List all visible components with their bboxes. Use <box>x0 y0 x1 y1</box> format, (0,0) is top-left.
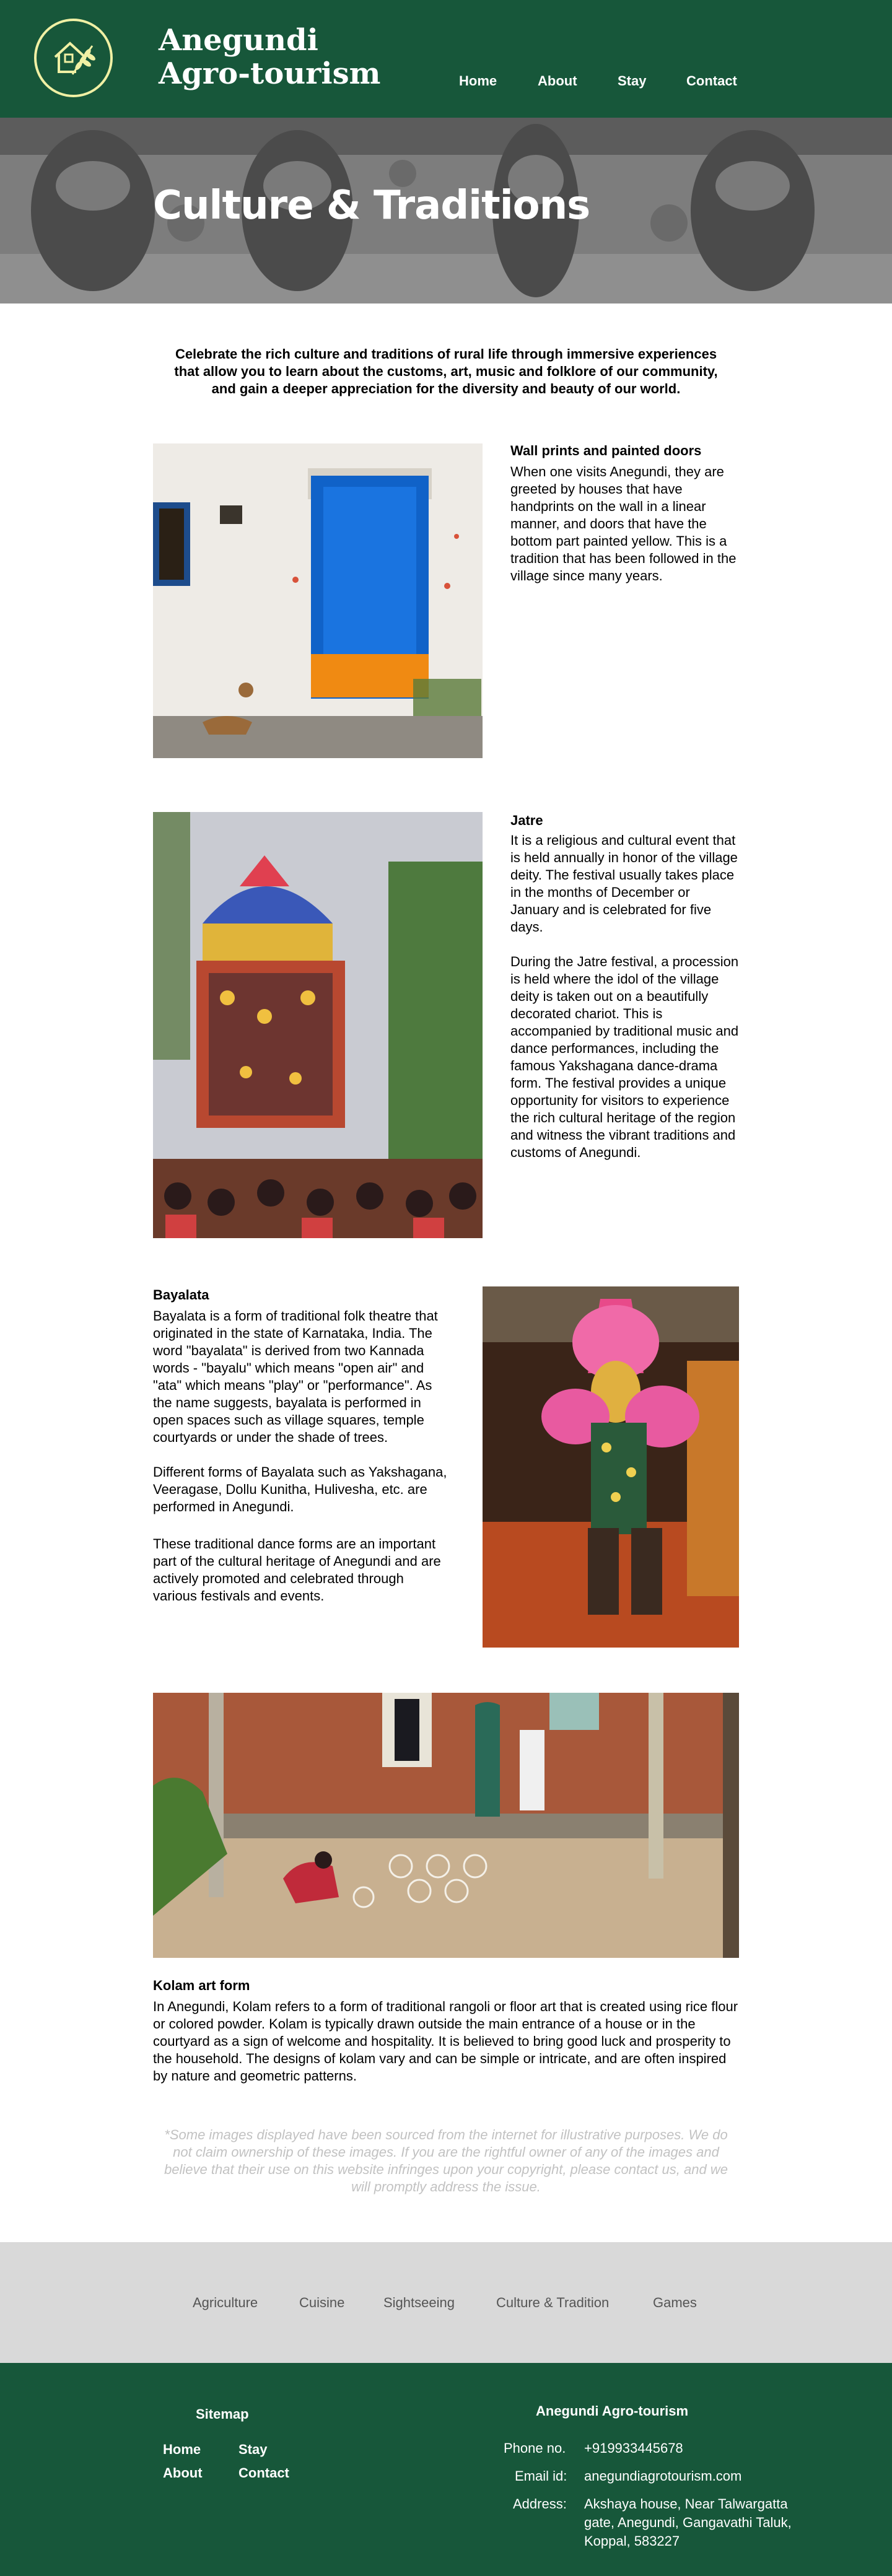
kolam-text: In Anegundi, Kolam refers to a form of traditional rangoli or floor art that is created using rice flour or colored powder. Kolam is typically drawn outside the main entrance of a house or in the courtyard as a sign of welcome and hospitality. It is believed to bring good luck and prosperity to the household. The designs of kolam vary and can be simple or intricate, and are often inspired by nature and geometric patterns. <box>153 1999 738 2084</box>
nav-home[interactable]: Home <box>459 73 497 89</box>
address-label: Address: <box>513 2496 567 2512</box>
jatre-title: Jatre <box>510 813 543 828</box>
bayalata-text-2: Different forms of Bayalata such as Yakshagana, Veeragase, Dollu Kunitha, Hulivesha, etc. are performed in Anegundi. <box>153 1464 447 1514</box>
email-label: Email id: <box>515 2468 567 2484</box>
footer-link-about[interactable]: About <box>163 2465 203 2481</box>
jatre-text-2: During the Jatre festival, a procession is held where the idol of the village deity is taken out on a beautifully decorated chariot. This is accompanied by traditional music and dance performances, including the famous Yakshagana dance-drama form. The festival provides a unique opportunity for visitors to experience the rich cultural heritage of the region and witness the vibrant traditions and customs of Anegundi. <box>510 954 739 1160</box>
phone-label: Phone no. <box>504 2440 566 2456</box>
bayalata-text-3: These traditional dance forms are an important part of the cultural heritage of Anegundi and are actively promoted and celebrated through various festivals and events. <box>153 1536 441 1604</box>
footer-link-contact[interactable]: Contact <box>238 2465 289 2481</box>
kolam-title: Kolam art form <box>153 1978 250 1993</box>
link-cuisine[interactable]: Cuisine <box>299 2295 345 2310</box>
image-disclaimer: *Some images displayed have been sourced from the internet for illustrative purposes. We do not claim ownership of these images. If you are the rightful owner of any of the images and believe that their use on this website infringes upon your copyright, please contact us, and we will promptly address the issue. <box>164 2127 728 2194</box>
wall-prints-title: Wall prints and painted doors <box>510 443 702 458</box>
bayalata-performer-image <box>483 1286 739 1648</box>
nav-contact[interactable]: Contact <box>686 73 737 89</box>
kolam-drawing-image <box>153 1693 739 1958</box>
footer-link-stay[interactable]: Stay <box>238 2442 268 2457</box>
bayalata-text-1: Bayalata is a form of traditional folk theatre that originated in the state of Karnataka, India. The word "bayalata" is derived from two Kannada words - "bayalu" which means "open air" and "ata" which means "play" or "performance". As the name suggests, bayalata is performed in open spaces such as village squares, temple courtyards or under the shade of trees. <box>153 1308 438 1445</box>
address-line-2: gate, Anegundi, Gangavathi Taluk, <box>584 2515 792 2530</box>
hero-banner <box>0 118 892 303</box>
brand-line-1: Anegundi <box>159 23 318 58</box>
address-line-1: Akshaya house, Near Talwargatta <box>584 2496 788 2512</box>
category-links-band <box>0 2242 892 2363</box>
link-agriculture[interactable]: Agriculture <box>193 2295 258 2310</box>
logo-icon[interactable] <box>34 19 113 97</box>
site-header <box>0 0 892 118</box>
bayalata-title: Bayalata <box>153 1287 209 1303</box>
brand-line-2: Agro-tourism <box>159 56 381 91</box>
phone-number[interactable]: +919933445678 <box>584 2440 683 2456</box>
address-line-3: Koppal, 583227 <box>584 2533 680 2549</box>
link-culture-tradition[interactable]: Culture & Tradition <box>496 2295 610 2310</box>
nav-about[interactable]: About <box>538 73 577 89</box>
site-footer <box>0 2363 892 2576</box>
jatre-chariot-image <box>153 812 483 1238</box>
email-address[interactable]: anegundiagrotourism.com <box>584 2468 742 2484</box>
intro-text: Celebrate the rich culture and traditions of rural life through immersive experiences that allow you to learn about the customs, art, music and folklore of our community, and gain a deeper appreciation for the diversity and beauty of our world. <box>174 346 718 396</box>
link-games[interactable]: Games <box>653 2295 697 2310</box>
nav-stay[interactable]: Stay <box>618 73 647 89</box>
wall-prints-text: When one visits Anegundi, they are greeted by houses that have handprints on the wall in a linear manner, and doors that have the bottom part painted yellow. This is a tradition that has been followed in the village since many years. <box>510 464 737 583</box>
footer-contact-title: Anegundi Agro-tourism <box>536 2403 689 2419</box>
brand-name[interactable] <box>159 24 380 90</box>
link-sightseeing[interactable]: Sightseeing <box>383 2295 455 2310</box>
sitemap-title: Sitemap <box>196 2406 249 2422</box>
page-title: Culture & Traditions <box>153 183 590 229</box>
jatre-text-1: It is a religious and cultural event that is held annually in honor of the village deity. The festival usually takes place in the months of December or January and is celebrated for five days. <box>510 832 738 935</box>
footer-link-home[interactable]: Home <box>163 2442 201 2457</box>
blue-door-image <box>153 443 483 758</box>
